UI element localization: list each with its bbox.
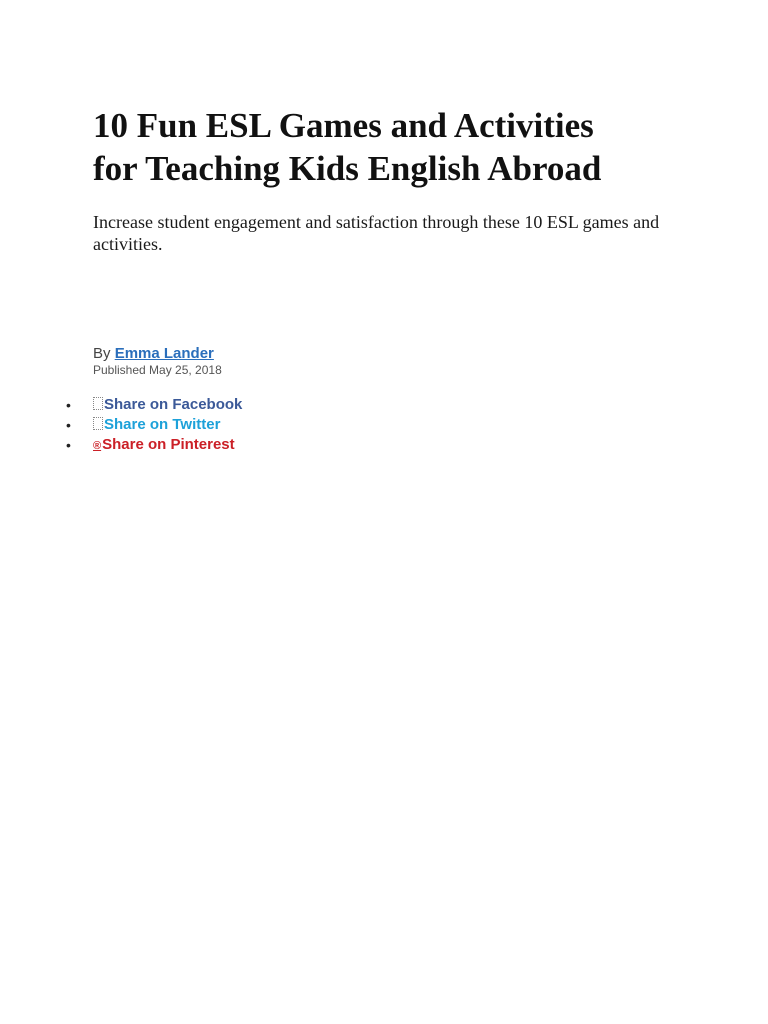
article-subtitle: Increase student engagement and satisfaction through these 10 ESL games and activities.	[93, 212, 660, 254]
share-facebook-label: Share on Facebook	[104, 396, 243, 413]
list-bullet: •	[66, 397, 71, 413]
published-date: Published May 25, 2018	[93, 363, 222, 377]
byline	[93, 344, 214, 364]
share-facebook-link[interactable]	[93, 396, 242, 413]
list-bullet: •	[66, 437, 71, 453]
list-bullet: •	[66, 417, 71, 433]
article-title-line-2: for Teaching Kids English Abroad	[93, 149, 602, 188]
facebook-icon	[93, 397, 103, 410]
share-item-pinterest	[0, 435, 242, 455]
share-twitter-link[interactable]	[93, 416, 220, 433]
article-title	[93, 104, 733, 190]
pinterest-icon: ®	[93, 440, 102, 452]
byline-prefix: By	[93, 345, 111, 362]
share-item-twitter	[0, 415, 242, 435]
share-pinterest-label: Share on Pinterest	[102, 436, 235, 453]
twitter-icon	[93, 417, 103, 430]
author-link[interactable]: Emma Lander	[114, 345, 214, 362]
share-item-facebook	[0, 395, 242, 415]
article-title-line-1: 10 Fun ESL Games and Activities	[93, 106, 594, 145]
share-pinterest-link[interactable]	[93, 436, 235, 453]
share-list	[0, 395, 242, 455]
share-twitter-label: Share on Twitter	[104, 416, 221, 433]
